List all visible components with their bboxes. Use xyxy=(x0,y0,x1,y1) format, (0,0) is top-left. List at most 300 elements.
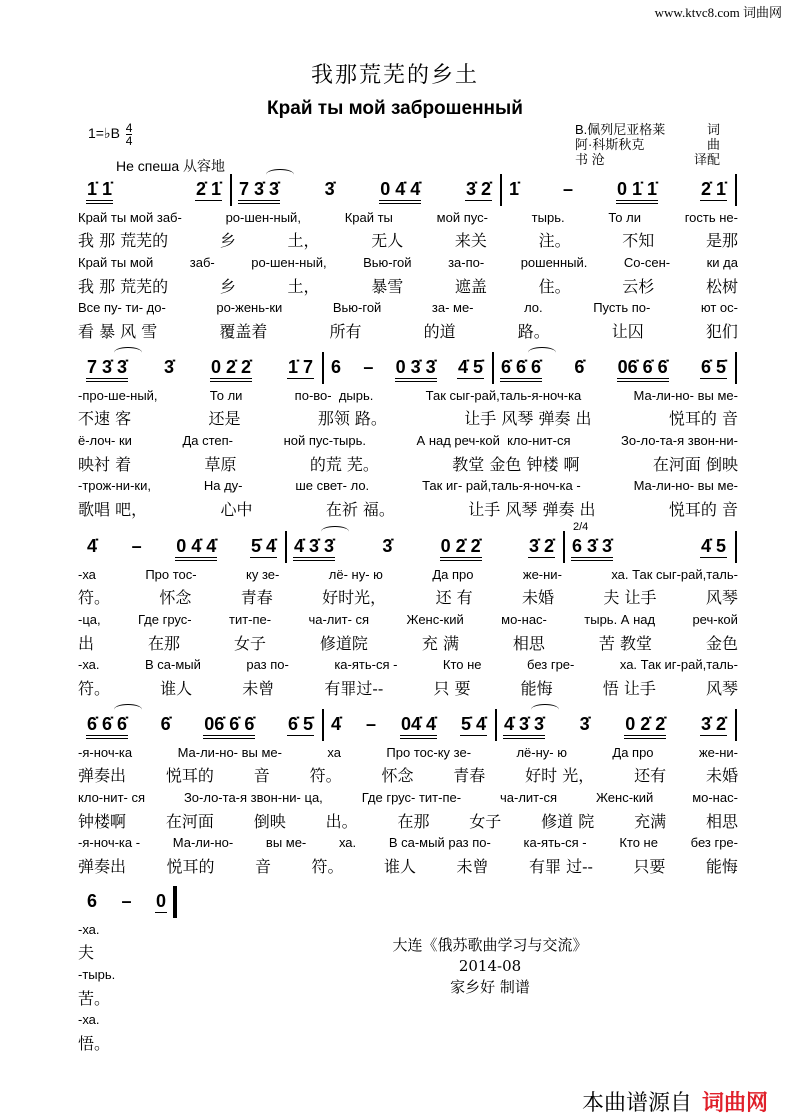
lyric-line-russian xyxy=(78,745,738,760)
lyric-chunk: 在那 xyxy=(147,634,180,653)
footer-date: 2014-08 xyxy=(458,957,522,975)
lyric-chunk: без гре- xyxy=(690,835,738,850)
note-group: 0 xyxy=(155,891,166,911)
credit-lyricist xyxy=(575,122,720,137)
lyric-chunk: 悟 让手 xyxy=(602,679,656,698)
lyric-chunk: 在祈 福。 xyxy=(325,500,395,519)
lyric-chunk: 风琴 xyxy=(705,588,738,607)
lyric-line-russian xyxy=(78,790,738,805)
lyric-chunk: Так сыг-рай,таль-я-ноч-ка xyxy=(425,388,582,403)
source-site-link[interactable]: 词曲网 xyxy=(701,1090,768,1115)
lyric-chunk: 映衬 着 xyxy=(78,455,132,474)
note-group: 0 2̇ 2̇ xyxy=(210,356,252,382)
note-group: 6 xyxy=(87,891,98,911)
song-subtitle: Край ты мой заброшенный xyxy=(267,98,523,119)
measure xyxy=(563,535,735,565)
lyric-line-chinese xyxy=(78,588,738,607)
note-group: 3̇ xyxy=(579,714,590,734)
lyric-chunk: 未婚 xyxy=(705,766,738,785)
lyric-chunk: 弹奏出 xyxy=(78,857,127,876)
lyric-chunk: 是那 xyxy=(705,231,738,250)
footer-publication: 大连《俄苏歌曲学习与交流》 xyxy=(392,936,588,954)
lyric-chunk: Где грус- xyxy=(138,612,192,627)
lyric-chunk: 在河面 xyxy=(165,812,214,831)
lyric-chunk: 遮盖 xyxy=(454,277,487,296)
note-group: 6̇ xyxy=(160,714,171,734)
note-group: 2̇ 1̇ xyxy=(700,179,726,199)
note-group: 7 3̇ 3̇ xyxy=(238,178,280,204)
lyric-chunk: заб- xyxy=(189,255,215,270)
lyric-chunk: В са-мый xyxy=(145,657,201,672)
credit-name: 阿·科斯秋克 xyxy=(575,137,645,152)
note-group: 1̇ 1̇ xyxy=(86,178,113,204)
lyric-chunk: ка-ять-ся - xyxy=(334,657,398,672)
lyric-chunk: 不知 xyxy=(622,231,655,250)
key-label: 1=♭B xyxy=(88,125,120,142)
lyric-chunk: ха. xyxy=(338,835,357,850)
lyric-chunk: 倒映 xyxy=(253,812,286,831)
lyric-chunk: Где грус- тит-пе- xyxy=(361,790,462,805)
lyric-line-chinese xyxy=(78,500,738,519)
lyric-chunk: -ха. xyxy=(78,922,100,937)
lyric-chunk: 修道院 xyxy=(319,634,368,653)
lyric-chunk: Зо-ло-та-я звон-ни- xyxy=(621,433,738,448)
barline xyxy=(735,352,737,384)
lyric-chunk: Да про xyxy=(432,567,474,582)
lyric-chunk: 歌唱 吧， xyxy=(78,500,148,519)
measure xyxy=(492,356,735,386)
lyric-chunk: 女子 xyxy=(233,634,266,653)
lyric-chunk: 怀念 xyxy=(159,588,192,607)
lyric-chunk: рошенный. xyxy=(520,255,588,270)
lyric-chunk: Вью-гой xyxy=(332,300,382,315)
source-label: 本曲谱源自 xyxy=(581,1090,692,1115)
note-group: 06̇ 6̇ 6̇ xyxy=(617,356,669,382)
lyric-chunk: 的道 xyxy=(423,322,456,341)
lyric-chunk: вы ме- xyxy=(265,835,307,850)
lyric-chunk: 只 要 xyxy=(433,679,471,698)
measure xyxy=(495,713,735,743)
tempo-marking: Не спеша 从容地 xyxy=(116,158,226,174)
lyric-chunk: Зо-ло-та-я звон-ни- ца, xyxy=(183,790,323,805)
lyric-chunk: Да степ- xyxy=(182,433,234,448)
lyric-chunk: 教堂 金色 钟楼 啊 xyxy=(452,455,580,474)
note-group: – xyxy=(121,891,132,911)
lyric-chunk: тит-пе- xyxy=(228,612,272,627)
lyric-chunk: Край ты xyxy=(344,210,393,225)
time-signature xyxy=(126,122,133,147)
measure xyxy=(78,178,230,208)
lyric-chunk: за- ме- xyxy=(431,300,474,315)
final-barline xyxy=(173,886,177,918)
lyric-chunk: 还有 xyxy=(634,766,667,785)
lyric-chunk: Со-сен- xyxy=(623,255,671,270)
note-group: 0 4̇ 4̇ xyxy=(379,178,421,204)
lyric-chunk: 谁人 xyxy=(384,857,417,876)
lyric-chunk: 无人 xyxy=(371,231,404,250)
lyric-chunk: -ха. xyxy=(78,1012,100,1027)
song-title: 我那荒芜的乡土 xyxy=(310,63,479,88)
lyric-chunk: ки да xyxy=(706,255,738,270)
lyric-chunk: -я-ноч-ка xyxy=(78,745,133,760)
measure xyxy=(78,713,322,743)
note-group: 4̇ 5̇ xyxy=(457,357,483,377)
lyric-chunk: ха xyxy=(327,745,341,760)
lyric-chunk: гость не- xyxy=(684,210,738,225)
lyric-chunk: 悦耳的 xyxy=(166,857,215,876)
lyric-chunk: 好时光， xyxy=(322,588,387,607)
lyric-chunk: 悟。 xyxy=(78,1034,111,1053)
lyric-chunk: тырь. xyxy=(531,210,565,225)
lyric-chunk: Ма-ли-но- вы ме- xyxy=(177,745,282,760)
lyric-chunk: Кто не xyxy=(442,657,482,672)
note-group: 6̇ xyxy=(574,357,585,377)
lyric-line-chinese xyxy=(78,455,738,474)
lyric-chunk: Женс-кий xyxy=(595,790,654,805)
note-group: 4̇ xyxy=(331,714,342,734)
note-group: 7 3̇ 3̇ xyxy=(86,356,128,382)
note-group: 3̇ xyxy=(382,536,393,556)
measure xyxy=(285,535,563,565)
lyric-chunk: 有罪过-- xyxy=(324,679,384,698)
note-group: 6̇ 6̇ 6̇ xyxy=(500,356,542,382)
lyric-chunk: ро-шен-ный, xyxy=(251,255,327,270)
note-group: 6̇ 5̇ xyxy=(287,714,313,734)
lyric-chunk: 能悔 xyxy=(520,679,553,698)
lyric-chunk: 好时 光， xyxy=(525,766,595,785)
note-group: 04̇ 4̇ xyxy=(400,713,437,739)
lyric-chunk: 充 满 xyxy=(421,634,459,653)
lyric-chunk: 云杉 xyxy=(622,277,655,296)
lyric-chunk: 出 xyxy=(78,634,95,653)
lyric-chunk: 的荒 芜。 xyxy=(309,455,379,474)
lyric-line-russian xyxy=(78,478,738,493)
lyric-line-chinese xyxy=(78,943,138,962)
lyric-chunk: Ма-ли-но- xyxy=(172,835,234,850)
credit-name: В.佩列尼亚格莱 xyxy=(575,122,666,137)
lyric-chunk: 谁人 xyxy=(160,679,193,698)
lyric-line-russian xyxy=(78,967,138,982)
lyric-chunk: -ха xyxy=(78,567,96,582)
lyric-chunk: 覆盖着 xyxy=(219,322,268,341)
lyric-chunk: 让手 风琴 弹奏 出 xyxy=(464,409,592,428)
lyric-chunk: 让囚 xyxy=(611,322,644,341)
lyric-line-chinese xyxy=(78,322,738,341)
lyric-chunk: 悦耳的 音 xyxy=(668,409,738,428)
measure xyxy=(322,356,492,386)
lyric-line-russian xyxy=(78,255,738,270)
lyric-line-chinese xyxy=(78,634,738,653)
lyric-chunk: лё-ну- ю xyxy=(516,745,567,760)
credit-name: 书 沧 xyxy=(575,152,605,167)
lyric-chunk: 乡 xyxy=(219,231,236,250)
lyric-chunk: 悦耳的 音 xyxy=(668,500,738,519)
lyric-chunk: ро-жень-ки xyxy=(216,300,283,315)
lyric-chunk: Про тос- xyxy=(145,567,197,582)
measure xyxy=(78,535,285,565)
lyric-chunk: 看 暴 风 雪 xyxy=(78,322,158,341)
lyric-chunk: 符。 xyxy=(309,766,342,785)
lyric-chunk: мо-нас- xyxy=(692,790,738,805)
lyric-chunk: 青春 xyxy=(240,588,273,607)
lyric-chunk: ха. Так сыг-рай,таль- xyxy=(611,567,738,582)
lyric-chunk: 相思 xyxy=(512,634,545,653)
notation-line xyxy=(78,890,738,920)
note-group: 0 2̇ 2̇ xyxy=(440,535,482,561)
lyric-chunk: 金色 xyxy=(705,634,738,653)
lyric-chunk: 青春 xyxy=(453,766,486,785)
credit-role: 词 xyxy=(706,122,720,137)
lyric-chunk: 修道 院 xyxy=(541,812,595,831)
credit-role: 曲 xyxy=(706,137,720,152)
tie-arc xyxy=(114,347,142,358)
note-group: 0 2̇ 2̇ xyxy=(624,713,666,739)
lyric-chunk: 犯们 xyxy=(705,322,738,341)
credit-translator xyxy=(575,152,720,167)
lyric-chunk: 有罪 过-- xyxy=(529,857,593,876)
lyric-chunk: Да про xyxy=(612,745,654,760)
lyric-chunk: ё-лоч- ки xyxy=(78,433,132,448)
lyric-line-chinese xyxy=(78,812,738,831)
measure xyxy=(78,356,322,386)
lyric-chunk: реч-кой xyxy=(692,612,738,627)
credits xyxy=(575,122,720,167)
time-top: 4 xyxy=(125,121,133,135)
note-group: 2̇ 1̇ xyxy=(195,179,221,199)
credit-role: 译配 xyxy=(693,152,720,167)
lyric-chunk: В са-мый раз по- xyxy=(388,835,491,850)
lyric-chunk: 充满 xyxy=(634,812,667,831)
lyric-chunk: Пусть по- xyxy=(593,300,651,315)
lyric-chunk: Ма-ли-но- вы ме- xyxy=(633,478,738,493)
lyric-line-russian xyxy=(78,388,738,403)
note-group: 1̇ 7 xyxy=(287,357,313,377)
lyric-line-chinese xyxy=(78,679,738,698)
lyric-chunk: 符。 xyxy=(78,588,111,607)
lyric-chunk: ной пус-тырь. xyxy=(283,433,366,448)
lyric-chunk: 所有 xyxy=(329,322,362,341)
tie-arc xyxy=(528,347,556,358)
note-group: – xyxy=(365,714,376,734)
lyric-chunk: Край ты мой xyxy=(78,255,154,270)
lyric-line-russian xyxy=(78,1012,138,1027)
lyric-chunk: Так иг- рай,таль-я-ноч-ка - xyxy=(422,478,581,493)
note-group: 06̇ 6̇ 6̇ xyxy=(203,713,255,739)
note-group: – xyxy=(562,179,573,199)
lyric-chunk: 暴雪 xyxy=(371,277,404,296)
lyric-chunk: Про тос-ку зе- xyxy=(386,745,472,760)
note-group: 6 3̇ 3̇ xyxy=(571,535,613,561)
lyric-chunk: мой пус- xyxy=(436,210,488,225)
note-group: 5̇ 4̇ xyxy=(460,714,486,734)
lyric-chunk: ку зе- xyxy=(246,567,280,582)
lyric-chunk: 钟楼啊 xyxy=(78,812,127,831)
lyric-chunk: по-во- дырь. xyxy=(294,388,374,403)
notation-line xyxy=(78,178,738,208)
lyric-chunk: 让手 风琴 弹奏 出 xyxy=(468,500,596,519)
time-bottom: 4 xyxy=(125,134,133,148)
barline xyxy=(735,174,737,206)
lyric-chunk: -ха. xyxy=(78,657,100,672)
lyric-chunk: 来关 xyxy=(454,231,487,250)
lyric-chunk: Вью-гой xyxy=(363,255,412,270)
lyric-chunk: -ца, xyxy=(78,612,101,627)
lyric-chunk: 未婚 xyxy=(522,588,555,607)
tie-arc xyxy=(321,526,349,537)
lyric-chunk: 相思 xyxy=(705,812,738,831)
note-group: 0 3̇ 3̇ xyxy=(395,356,437,382)
lyric-line-chinese xyxy=(78,277,738,296)
lyric-chunk: 还 有 xyxy=(435,588,473,607)
lyric-chunk: 土， xyxy=(287,231,320,250)
lyric-chunk: же-ни- xyxy=(698,745,738,760)
footer-transcriber: 家乡好 制谱 xyxy=(450,978,530,996)
watermark: www.ktvc8.com 词曲网 xyxy=(654,5,782,20)
note-group: 3̇ 2̇ xyxy=(700,714,726,734)
lyric-chunk: 悦耳的 xyxy=(165,766,214,785)
lyric-chunk: 音 xyxy=(253,766,270,785)
lyric-chunk: 未曾 xyxy=(242,679,275,698)
lyric-chunk: 弹奏出 xyxy=(78,766,127,785)
lyric-chunk: -про-ше-ный, xyxy=(78,388,158,403)
lyric-line-russian xyxy=(78,657,738,672)
tie-arc xyxy=(114,704,142,715)
lyric-chunk: Кто не xyxy=(619,835,658,850)
lyric-chunk: 符。 xyxy=(311,857,344,876)
note-group: 0 4̇ 4̇ xyxy=(175,535,217,561)
lyric-chunk: Все пу- ти- до- xyxy=(78,300,166,315)
lyric-chunk: мо-нас- xyxy=(501,612,547,627)
note-group: 3̇ xyxy=(164,357,175,377)
lyric-chunk: -тырь. xyxy=(78,967,116,982)
source-note xyxy=(582,1090,768,1116)
lyric-chunk: 苦。 xyxy=(78,989,111,1008)
lyric-chunk: На ду- xyxy=(203,478,243,493)
lyric-chunk: 夫 让手 xyxy=(603,588,657,607)
lyric-chunk: тырь. А над xyxy=(584,612,656,627)
barline xyxy=(735,709,737,741)
lyric-line-russian xyxy=(78,567,738,582)
lyric-chunk: То ли xyxy=(209,388,243,403)
lyric-chunk: ча-лит- ся xyxy=(308,612,370,627)
note-group: 4̇ 5 xyxy=(700,536,726,556)
lyric-chunk: 音 xyxy=(255,857,272,876)
credit-composer xyxy=(575,137,720,152)
note-group: 5̇ 4̇ xyxy=(250,536,276,556)
lyric-line-russian xyxy=(78,300,738,315)
lyric-chunk: ка-ять-ся - xyxy=(523,835,587,850)
lyric-line-chinese xyxy=(78,409,738,428)
time-change: 2/4 xyxy=(573,521,589,533)
lyric-chunk: 那领 路。 xyxy=(317,409,387,428)
lyric-chunk: Ма-ли-но- вы ме- xyxy=(633,388,738,403)
note-group: 3̇ 2̇ xyxy=(465,179,491,199)
note-group: – xyxy=(131,536,142,556)
lyric-chunk: 松树 xyxy=(705,277,738,296)
lyric-chunk: 还是 xyxy=(208,409,241,428)
lyric-chunk: ха. Так иг-рай,таль- xyxy=(619,657,738,672)
lyric-chunk: ча-лит-ся xyxy=(500,790,558,805)
measure xyxy=(78,890,175,920)
lyric-chunk: 住。 xyxy=(538,277,571,296)
lyric-chunk: 心中 xyxy=(220,500,253,519)
note-group: 6̇ 6̇ 6̇ xyxy=(86,713,128,739)
note-group: 3̇ xyxy=(324,179,335,199)
lyric-chunk: кло-нит- ся xyxy=(78,790,145,805)
lyric-chunk: 在那 xyxy=(397,812,430,831)
lyric-line-chinese xyxy=(78,231,738,250)
note-group: – xyxy=(363,357,374,377)
lyric-chunk: -я-ноч-ка - xyxy=(78,835,141,850)
lyric-chunk: 土， xyxy=(287,277,320,296)
lyric-chunk: ро-шен-ный, xyxy=(225,210,301,225)
lyric-chunk: 我 那 荒芜的 xyxy=(78,231,169,250)
notation-line xyxy=(78,521,738,565)
note-group: 4̇ 3̇ 3̇ xyxy=(503,713,545,739)
measure xyxy=(500,178,735,208)
lyric-line-russian xyxy=(78,612,738,627)
lyric-chunk: 能悔 xyxy=(705,857,738,876)
lyric-chunk: 只要 xyxy=(633,857,666,876)
lyric-chunk: Женс-кий xyxy=(406,612,464,627)
note-group: 6 xyxy=(331,357,342,377)
lyric-line-chinese xyxy=(78,766,738,785)
note-group: 4̇ 3̇ 3̇ xyxy=(293,535,335,561)
note-group: 6̇ 5̇ xyxy=(700,357,726,377)
lyric-chunk: Край ты мой заб- xyxy=(78,210,182,225)
lyric-line-russian xyxy=(78,210,738,225)
lyric-line-chinese xyxy=(78,857,738,876)
tie-arc xyxy=(266,169,294,180)
lyric-chunk: 女子 xyxy=(469,812,502,831)
lyric-chunk: 苦 教堂 xyxy=(598,634,652,653)
tie-arc xyxy=(531,704,559,715)
notation-line xyxy=(78,713,738,743)
lyric-chunk: 怀念 xyxy=(381,766,414,785)
lyric-line-russian xyxy=(78,835,738,850)
note-group: 4̇ xyxy=(87,536,98,556)
lyric-chunk: 乡 xyxy=(219,277,236,296)
measure xyxy=(322,713,495,743)
lyric-chunk: 不速 客 xyxy=(78,409,132,428)
lyric-chunk: 出。 xyxy=(325,812,358,831)
lyric-chunk: за-по- xyxy=(448,255,485,270)
lyric-chunk: же-ни- xyxy=(522,567,562,582)
lyric-chunk: 草原 xyxy=(204,455,237,474)
lyric-chunk: 夫 xyxy=(78,943,95,962)
lyric-line-russian xyxy=(78,433,738,448)
lyric-chunk: лё- ну- ю xyxy=(328,567,383,582)
lyric-chunk: ло. xyxy=(524,300,543,315)
lyric-chunk: ют ос- xyxy=(700,300,738,315)
lyric-chunk: То ли xyxy=(608,210,641,225)
lyric-chunk: -трож-ни-ки, xyxy=(78,478,151,493)
note-group: 3̇ 2̇ xyxy=(528,536,554,556)
barline xyxy=(735,531,737,563)
lyric-chunk: без гре- xyxy=(527,657,575,672)
note-group: 0 1̇ 1̇ xyxy=(616,178,658,204)
footer xyxy=(300,935,680,998)
lyric-chunk: 在河面 倒映 xyxy=(652,455,738,474)
measure xyxy=(230,178,500,208)
lyric-chunk: 注。 xyxy=(538,231,571,250)
lyric-chunk: 风琴 xyxy=(705,679,738,698)
notation-line xyxy=(78,356,738,386)
lyric-chunk: 路。 xyxy=(517,322,550,341)
lyric-line-chinese xyxy=(78,1034,138,1053)
key-signature xyxy=(88,122,132,147)
lyric-chunk: А над реч-кой кло-нит-ся xyxy=(416,433,571,448)
